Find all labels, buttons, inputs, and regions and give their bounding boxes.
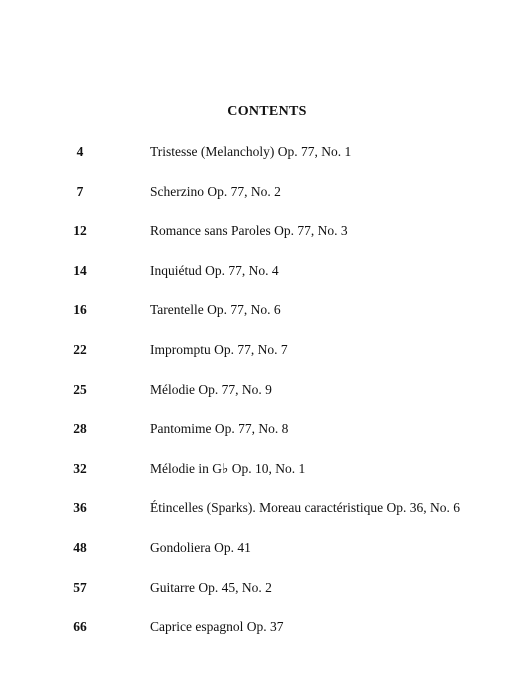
contents-entry: [0, 144, 516, 184]
contents-entry: [0, 500, 516, 540]
contents-heading: CONTENTS: [227, 104, 307, 119]
entry-title: Inquiétud Op. 77, No. 4: [150, 262, 279, 278]
entry-title: Guitarre Op. 45, No. 2: [150, 579, 272, 595]
contents-entry: [0, 184, 516, 224]
entry-page-number: 12: [73, 223, 87, 239]
entry-page-number: 16: [73, 302, 87, 318]
contents-entry: [0, 619, 516, 659]
contents-entry: [0, 302, 516, 342]
entry-title: Mélodie in G♭ Op. 10, No. 1: [150, 460, 306, 476]
entry-title: Romance sans Paroles Op. 77, No. 3: [150, 223, 348, 239]
contents-entry: [0, 263, 516, 303]
entry-page-number: 57: [73, 579, 87, 595]
contents-list: [0, 144, 516, 659]
entry-page-number: 7: [76, 183, 84, 199]
entry-page-number: 14: [73, 262, 87, 278]
contents-entry: [0, 540, 516, 580]
contents-entry: [0, 342, 516, 382]
contents-entry: [0, 223, 516, 263]
entry-title: Impromptu Op. 77, No. 7: [150, 341, 288, 357]
entry-page-number: 4: [76, 144, 84, 159]
contents-entry: [0, 461, 516, 501]
entry-page-number: 66: [73, 619, 87, 635]
entry-title: Étincelles (Sparks). Moreau caractéristique Op. 36, No. 6: [150, 500, 461, 516]
entry-title: Mélodie Op. 77, No. 9: [150, 381, 272, 397]
entry-title: Gondoliera Op. 41: [150, 539, 251, 555]
contents-entry: [0, 382, 516, 422]
entry-title: Caprice espagnol Op. 37: [150, 619, 284, 635]
entry-title: Pantomime Op. 77, No. 8: [150, 421, 289, 437]
entry-page-number: 48: [73, 539, 87, 555]
entry-page-number: 36: [73, 500, 87, 516]
entry-page-number: 22: [73, 341, 87, 357]
contents-entry: [0, 580, 516, 620]
contents-entry: [0, 421, 516, 461]
entry-page-number: 32: [73, 460, 87, 476]
entry-title: Scherzino Op. 77, No. 2: [150, 183, 281, 199]
entry-title: Tarentelle Op. 77, No. 6: [150, 302, 281, 318]
entry-page-number: 25: [73, 381, 87, 397]
entry-title: Tristesse (Melancholy) Op. 77, No. 1: [150, 144, 352, 159]
entry-page-number: 28: [73, 421, 87, 437]
